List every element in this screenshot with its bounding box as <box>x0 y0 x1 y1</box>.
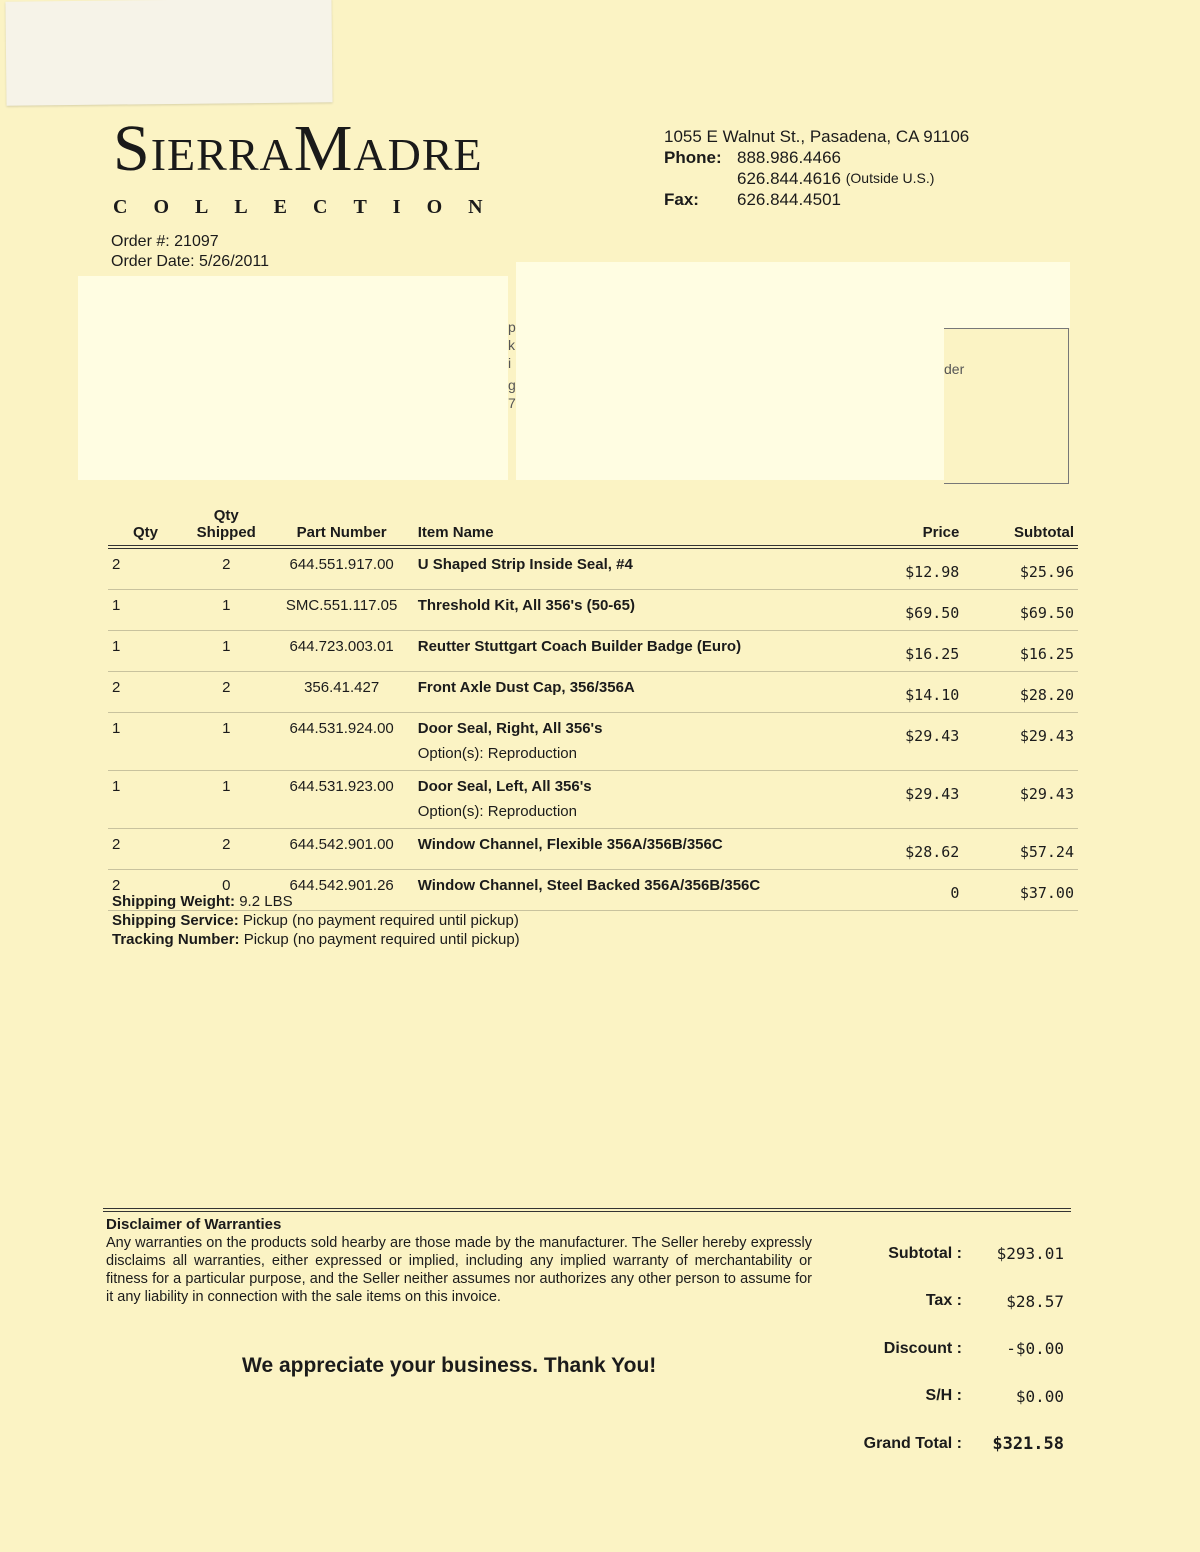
redacted-bill-to <box>78 276 508 480</box>
table-row: 2 2 644.542.901.00 Window Channel, Flexible 356A/356B/356C $28.62 $57.24 <box>108 829 1078 870</box>
paper-sticker <box>5 0 332 106</box>
fax-number: 626.844.4501 <box>737 190 841 209</box>
text-fragment: g <box>508 377 516 393</box>
logo-name: SIERRAMADRE <box>113 112 483 185</box>
company-address: 1055 E Walnut St., Pasadena, CA 91106 <box>664 127 970 146</box>
disclaimer-text: Any warranties on the products sold hearby are those made by the manufacturer. The Seller hereby expressly disclaims all warranties, either expressed or implied, including any implied warranty of merchantability or fitness for a particular purpose, and the Seller neither assumes nor authorizes any other person to assume for it any liability in connection with the sale items on this invoice. <box>106 1235 812 1305</box>
phone-label: Phone: <box>664 148 722 167</box>
totals-grand: Grand Total : $321.58 <box>863 1433 1064 1454</box>
text-fragment: k <box>508 337 515 353</box>
totals-tax: Tax : $28.57 <box>925 1291 1064 1311</box>
order-info: Order #: 21097 Order Date: 5/26/2011 <box>111 233 270 270</box>
disclaimer-title: Disclaimer of Warranties <box>106 1216 282 1233</box>
header-qty: Qty <box>108 505 183 547</box>
phone-number: 888.986.4466 <box>737 148 841 167</box>
totals-subtotal: Subtotal : $293.01 <box>888 1244 1064 1264</box>
thank-you-message: We appreciate your business. Thank You! <box>242 1354 657 1377</box>
phone-number-intl: 626.844.4616 <box>737 169 841 188</box>
totals-sh: S/H : $0.00 <box>925 1386 1064 1406</box>
table-row: 2 0 644.542.901.26 Window Channel, Steel Backed 356A/356B/356C 0 $37.00 <box>108 870 1078 911</box>
divider <box>103 1208 1071 1212</box>
header-part-number: Part Number <box>270 505 414 547</box>
order-date: 5/26/2011 <box>199 253 270 270</box>
table-row: 2 2 356.41.427 Front Axle Dust Cap, 356/356A $14.10 $28.20 <box>108 672 1078 713</box>
item-option: Option(s): Reproduction <box>417 803 577 820</box>
shipping-service: Pickup (no payment required until pickup) <box>242 912 519 929</box>
shipping-weight: 9.2 LBS <box>239 893 293 910</box>
line-items-table <box>108 505 1078 911</box>
table-row: 2 2 644.551.917.00 U Shaped Strip Inside Seal, #4 $12.98 $25.96 <box>108 547 1078 590</box>
disclaimer <box>106 1216 812 1306</box>
header-qty-shipped: Qty Shipped <box>183 505 270 547</box>
logo-subtitle: COLLECTION <box>113 196 509 218</box>
totals-block <box>840 1230 1072 1468</box>
fax-label: Fax: <box>664 190 699 209</box>
text-fragment: i <box>508 355 512 371</box>
order-number: 21097 <box>174 233 219 250</box>
header-price: Price <box>858 505 963 547</box>
table-row: 1 1 644.531.924.00 Door Seal, Right, All 356's Option(s): Reproduction $29.43 $29.43 <box>108 713 1078 771</box>
table-header <box>108 505 1078 547</box>
text-fragment: der <box>944 361 965 377</box>
totals-discount: Discount : -$0.00 <box>883 1339 1064 1359</box>
table-row: 1 1 644.723.003.01 Reutter Stuttgart Coach Builder Badge (Euro) $16.25 $16.25 <box>108 631 1078 672</box>
header-item-name: Item Name <box>414 505 859 547</box>
redacted-corner <box>944 262 1070 328</box>
text-fragment: p <box>508 319 516 335</box>
phone-intl-note: (Outside U.S.) <box>845 170 935 186</box>
header-subtotal: Subtotal <box>963 505 1078 547</box>
company-logo <box>113 112 523 219</box>
company-contact <box>664 126 969 210</box>
table-row: 1 1 644.531.923.00 Door Seal, Left, All 356's Option(s): Reproduction $29.43 $29.43 <box>108 771 1078 829</box>
redacted-ship-to <box>516 262 944 480</box>
item-option: Option(s): Reproduction <box>417 745 577 762</box>
text-fragment: 7 <box>508 395 516 411</box>
shipping-info: Shipping Weight: 9.2 LBS Shipping Service: Pickup (no payment required until pickup) Tracking Number: Pickup (no payment required until pickup) <box>112 893 520 948</box>
tracking-number: Pickup (no payment required until pickup) <box>243 931 520 948</box>
ship-method-box <box>944 328 1069 484</box>
table-row: 1 1 SMC.551.117.05 Threshold Kit, All 356's (50-65) $69.50 $69.50 <box>108 590 1078 631</box>
